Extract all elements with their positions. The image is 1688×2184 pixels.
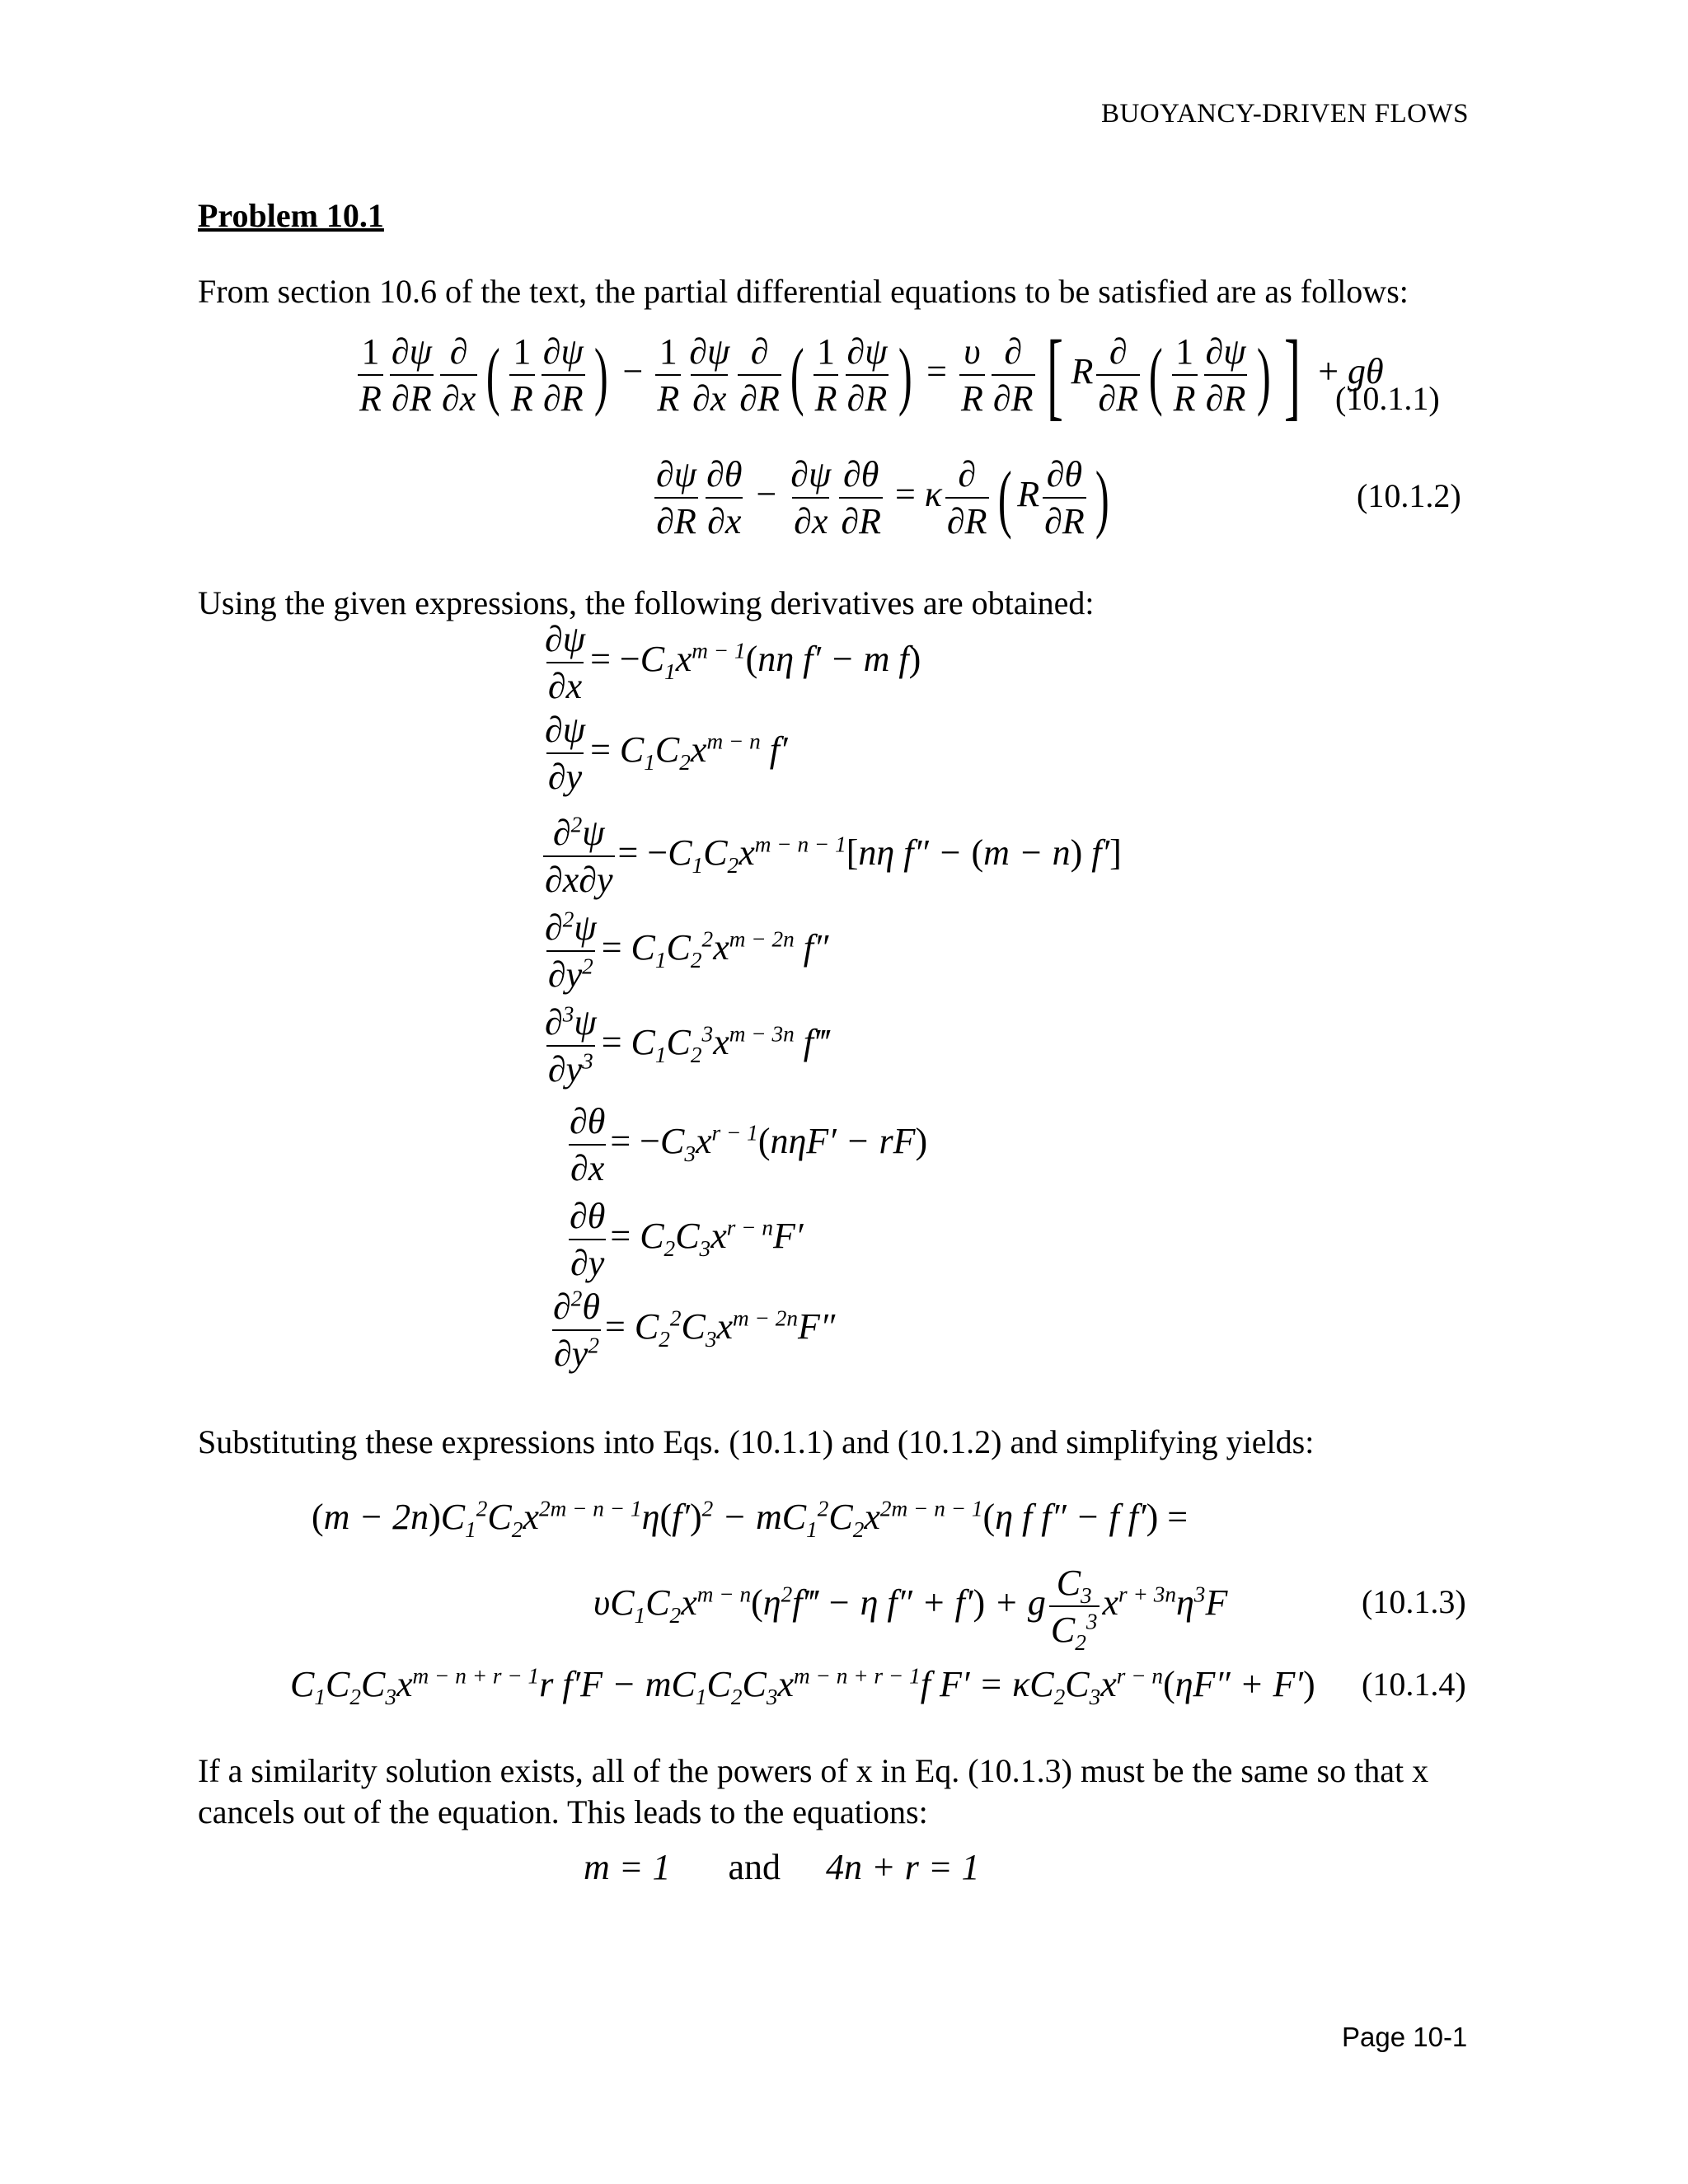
condition-nr: 4n + r = 1 <box>826 1847 980 1887</box>
running-header: BUOYANCY-DRIVEN FLOWS <box>1101 99 1469 129</box>
page-number: Page 10-1 <box>1342 2022 1468 2052</box>
equation-10-1-2: $\frac{\partial\psi}{\partial R}$ $\frac{\partial\theta}{\partial x}$ − $\frac{\partial\psi}{\partial x}$ $\frac{\partial\theta}{\partial R}$ = κ $\frac{\partial}{\partial R}$ ( R $\frac{\partial\theta}{\partial R}$ ) <box>656 454 1109 541</box>
similarity-paragraph-line1: If a similarity solution exists, all of the powers of x in Eq. (10.1.3) must be the same so that x <box>198 1752 1429 1789</box>
derivative-theta-x: $\frac{\partial\theta}{\partial x}$ = $-C_3x^{r - 1}(n\eta F' - rF)$ <box>570 1101 928 1188</box>
problem-title: Problem 10.1 <box>198 197 384 234</box>
equation-number-10-1-4: (10.1.4) <box>1362 1666 1466 1703</box>
equation-number-10-1-3: (10.1.3) <box>1362 1583 1466 1620</box>
derivative-psi-x: $\frac{\partial\psi}{\partial x}$ = $-C_1x^{m - 1}(n\eta$ f′ − m f) <box>545 619 921 706</box>
equation-10-1-3-line1: $(m - 2n)C_1^2C_2x^{2m - n - 1}\eta(f')^2 - mC_1^2C_2x^{2m - n - 1}(\eta$ f f″ − f f′) = <box>312 1496 1189 1542</box>
derivative-psi-yyy: $\frac{\partial^3\psi}{\partial y^3}$ = $C_1C_2^3x^{m - 3n}$ f‴ <box>545 1001 829 1090</box>
intro-paragraph: From section 10.6 of the text, the partial differential equations to be satisfied are as follows: <box>198 273 1409 310</box>
derivative-psi-xy: $\frac{\partial^2\psi}{\partial x\partial y}$ = $-C_1C_2x^{m - n - 1}[n\eta$ f″ − (m − n) f′] <box>545 812 1122 900</box>
derivative-psi-yy: $\frac{\partial^2\psi}{\partial y^2}$ = $C_1C_2^2x^{m - 2n}$ f″ <box>545 907 829 995</box>
condition-connector: and <box>728 1847 781 1887</box>
derivative-psi-y: $\frac{\partial\psi}{\partial y}$ = $C_1C_2x^{m - n}$ f′ <box>545 710 788 797</box>
equation-number-10-1-1: (10.1.1) <box>1335 380 1440 417</box>
substitution-paragraph: Substituting these expressions into Eqs. (10.1.1) and (10.1.2) and simplifying yields: <box>198 1423 1315 1460</box>
equation-10-1-3-line2: $\upsilon C_1C_2x^{m - n}(\eta^2f‴ - \eta$ f″ + f′) + g $\frac{C_3}{C_2^3}$ $x^{r + 3n}\eta^3F$ <box>593 1563 1228 1655</box>
equation-number-10-1-2: (10.1.2) <box>1357 477 1461 514</box>
equation-10-1-1: $\frac{1}{R}$ $\frac{\partial\psi}{\partial R}$ $\frac{\partial}{\partial x}$ ( $\frac{1}{R}$ $\frac{\partial\psi}{\partial R}$ ) − $\frac{1}{R}$ $\frac{\partial\psi}{\partial x}$ $\frac{\partial}{\partial R}$ ( $\frac{1}{R}$ $\frac{\partial\psi}{\partial R}$ ) = $\frac{\upsilon}{R}$ $\frac{\partial}{\partial R}$ [ R $\frac{\partial}{\partial R}$ ( $\frac{1}{R}$ $\frac{\partial\psi}{\partial R}$ ) ] + gθ <box>359 320 1384 429</box>
condition-m: m = 1 <box>584 1847 671 1887</box>
equation-10-1-4: $C_1C_2C_3x^{m - n + r - 1}r$ $f'F - mC_1C_2C_3x^{m - n + r - 1}f$ $F' = \kappa C_2C_3x^{r - n}(\eta F'' + F')$ <box>290 1663 1315 1709</box>
derivatives-paragraph: Using the given expressions, the following derivatives are obtained: <box>198 584 1095 621</box>
derivative-theta-yy: $\frac{\partial^2\theta}{\partial y^2}$ = $C_2^2C_3x^{m - 2n}F''$ <box>553 1286 836 1374</box>
similarity-conditions <box>584 1846 980 1888</box>
similarity-paragraph-line2: cancels out of the equation. This leads to the equations: <box>198 1793 928 1830</box>
derivative-theta-y: $\frac{\partial\theta}{\partial y}$ = $C_2C_3x^{r - n}F'$ <box>570 1196 804 1283</box>
